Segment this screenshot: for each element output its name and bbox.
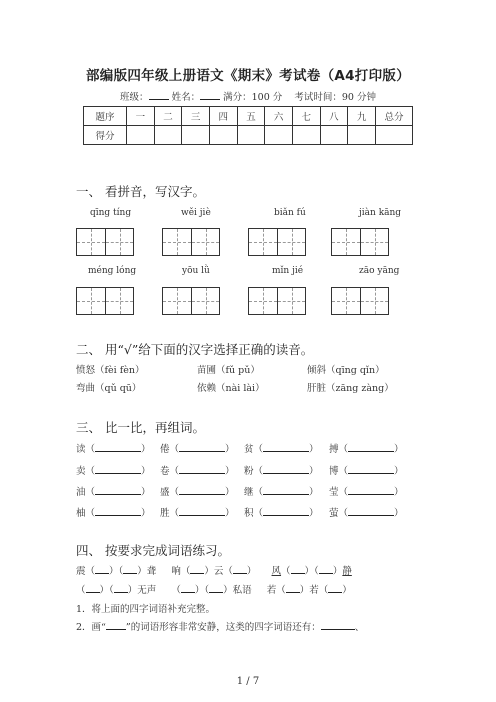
question-2-part: 2．画“ [76,622,106,633]
idiom-blank[interactable] [181,582,195,593]
score-table-score-row [84,126,413,145]
table-cell: 一 [127,107,155,126]
table-cell: 得分 [84,126,127,145]
idiom-blank[interactable] [291,563,305,574]
score-table-header-row [84,107,413,126]
compare-char: 卖 [76,466,86,477]
table-cell: 七 [292,107,320,126]
idiom-blank[interactable] [233,563,247,574]
idiom-blank[interactable] [114,582,128,593]
score-cell[interactable] [376,126,413,145]
compare-item: 贫（ ） [244,441,319,455]
compare-item: 柚（ ） [76,505,151,519]
compare-char: 读 [76,444,86,455]
compare-char: 盛 [160,487,170,498]
writing-grid[interactable] [331,228,389,256]
score-cell[interactable] [348,126,376,145]
word-blank[interactable] [179,441,225,452]
table-cell: 九 [348,107,376,126]
writing-grid[interactable] [162,287,220,315]
idiom-blank[interactable] [319,563,333,574]
word-blank[interactable] [95,441,141,452]
writing-grid[interactable] [331,287,389,315]
class-label: 班级： [120,92,149,103]
reading-choice[interactable]: 肝脏（zāng zàng） [307,383,394,394]
word-blank[interactable] [95,484,141,495]
word-blank[interactable] [179,463,225,474]
compare-char: 倦 [160,444,170,455]
compare-item: 粉（ ） [244,463,319,477]
word-blank[interactable] [263,441,309,452]
marker-blank[interactable] [106,619,126,630]
answer-blank[interactable] [321,619,355,630]
name-blank[interactable] [200,89,220,100]
word-blank[interactable] [348,441,394,452]
compare-char: 油 [76,487,86,498]
word-blank[interactable] [263,484,309,495]
compare-char: 粉 [244,466,254,477]
idiom-line-1: 震（ ）（ ）聋 响（ ）云（ ） 风（ ）（ ）静 [76,563,352,577]
table-cell: 六 [265,107,293,126]
question-2-part: 、 [354,622,365,633]
word-blank[interactable] [95,463,141,474]
question-1: 1．将上面的四字词语补充完整。 [76,604,216,615]
table-cell: 五 [237,107,265,126]
question-2 [76,619,364,633]
compare-char: 萤 [329,508,339,519]
pinyin-label: mǐn jié [272,266,304,276]
idiom-blank[interactable] [190,563,204,574]
pinyin-label: qīng tíng [90,208,132,218]
compare-item: 萤（ ） [329,505,404,519]
pinyin-label: yōu lǜ [182,266,210,276]
compare-char: 贫 [244,444,254,455]
compare-item: 倦（ ） [160,441,235,455]
compare-item: 博（ ） [329,463,404,477]
word-blank[interactable] [348,484,394,495]
compare-char: 莹 [329,487,339,498]
question-2-part: ”的词语形容非常安静，这类的四字词语还有： [125,622,321,633]
word-blank[interactable] [179,484,225,495]
compare-item: 莹（ ） [329,484,404,498]
word-blank[interactable] [263,505,309,516]
word-blank[interactable] [95,505,141,516]
table-cell: 总分 [376,107,413,126]
compare-char: 卷 [160,466,170,477]
compare-item: 卷（ ） [160,463,235,477]
score-cell[interactable] [237,126,265,145]
full-score: 满分：100 分 [223,92,283,103]
section3-title: 三、 比一比，再组词。 [76,420,205,435]
page-number: 1 / 7 [236,676,260,687]
score-cell[interactable] [320,126,348,145]
score-cell[interactable] [209,126,237,145]
section2-title: 二、 用“√”给下面的汉字选择正确的读音。 [76,342,314,357]
reading-choice[interactable]: 倾斜（qīng qǐn） [307,365,385,376]
word-blank[interactable] [179,505,225,516]
compare-item: 油（ ） [76,484,151,498]
compare-item: 读（ ） [76,441,151,455]
compare-char: 博 [329,466,339,477]
compare-char: 继 [244,487,254,498]
compare-char: 柚 [76,508,86,519]
table-cell: 八 [320,107,348,126]
idiom-line-2: （ ）（ ）无声 （ ）（ ）私语 若（ ）若（ ） [76,582,352,596]
table-cell: 三 [182,107,210,126]
idiom-blank[interactable] [286,582,300,593]
exam-time: 考试时间：90 分钟 [294,92,376,103]
table-cell: 四 [209,107,237,126]
score-cell[interactable] [292,126,320,145]
pinyin-label: biǎn fú [274,208,306,218]
idiom-blank[interactable] [123,563,137,574]
score-cell[interactable] [154,126,182,145]
section1-title: 一、 看拼音，写汉字。 [76,184,205,199]
compare-item: 继（ ） [244,484,319,498]
compare-char: 积 [244,508,254,519]
class-blank[interactable] [149,89,169,100]
reading-choice[interactable]: 弯曲（qǔ qū） [76,383,142,394]
pinyin-label: zāo yāng [359,266,400,276]
compare-item: 卖（ ） [76,463,151,477]
writing-grid[interactable] [162,228,220,256]
exam-info [0,89,496,103]
section4-title: 四、 按要求完成词语练习。 [76,543,230,558]
idiom-blank[interactable] [86,582,100,593]
score-cell[interactable] [265,126,293,145]
pinyin-label: méng lóng [88,266,137,276]
writing-grid[interactable] [76,228,134,256]
table-cell: 题序 [84,107,127,126]
writing-grid[interactable] [76,287,134,315]
compare-char: 胜 [160,508,170,519]
name-label: 姓名： [171,92,201,103]
reading-choice[interactable]: 依赖（nài lài） [197,383,265,394]
pinyin-label: jiàn kāng [359,208,402,218]
word-blank[interactable] [348,505,394,516]
page-title: 部编版四年级上册语文《期末》考试卷（A4打印版） [85,68,411,84]
idiom-blank[interactable] [209,582,223,593]
compare-item: 搏（ ） [329,441,404,455]
compare-item: 积（ ） [244,505,319,519]
writing-grid[interactable] [248,228,306,256]
compare-item: 胜（ ） [160,505,235,519]
idiom-blank[interactable] [95,563,109,574]
pinyin-label: wěi jiè [181,208,211,218]
compare-item: 盛（ ） [160,484,235,498]
score-table [83,106,413,145]
reading-choice[interactable]: 苗圃（fǔ pǔ） [197,365,260,376]
score-cell[interactable] [182,126,210,145]
score-cell[interactable] [127,126,155,145]
writing-grid[interactable] [248,287,306,315]
table-cell: 二 [154,107,182,126]
idiom-blank[interactable] [328,582,342,593]
reading-choice[interactable]: 愤怒（fèi fèn） [76,365,145,376]
compare-char: 搏 [329,444,339,455]
word-blank[interactable] [348,463,394,474]
word-blank[interactable] [263,463,309,474]
